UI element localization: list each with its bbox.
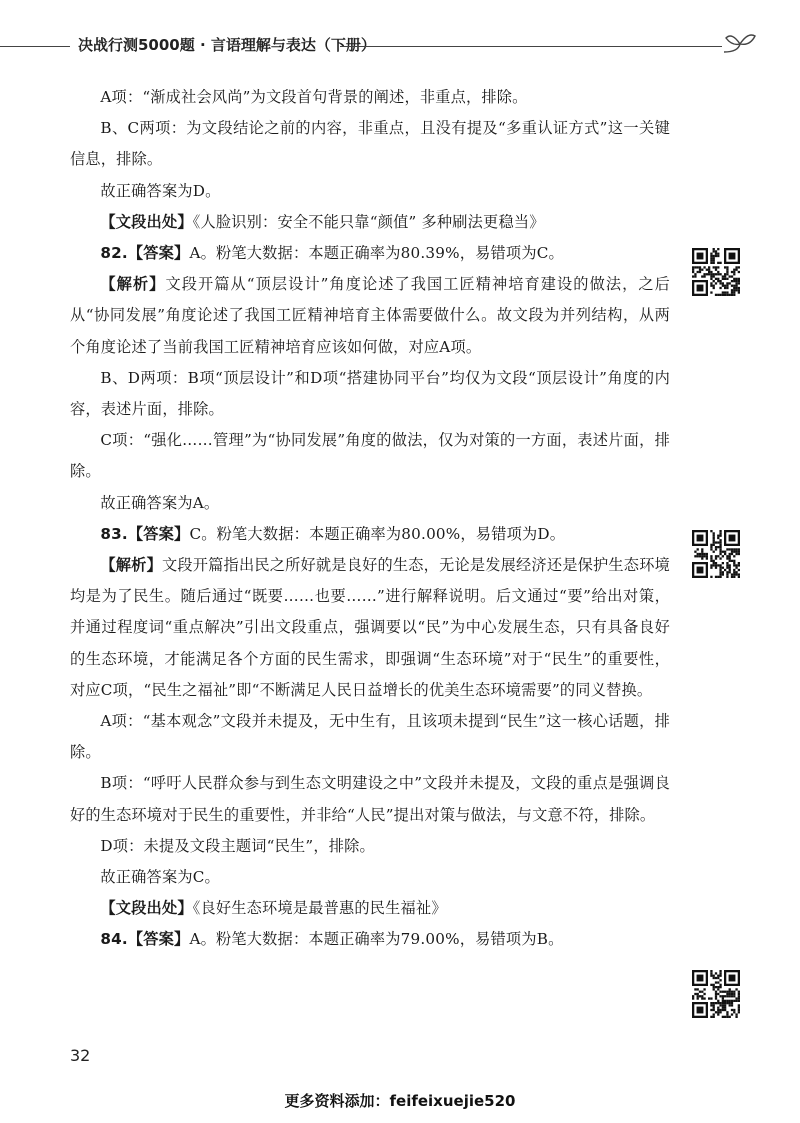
paragraph: 故正确答案为D。 xyxy=(100,181,221,200)
source-line: 【文段出处】《人脸识别：安全不能只靠“颜值” 多种刷法更稳当》 xyxy=(100,212,545,231)
answer-explanations xyxy=(70,82,670,956)
source-line: 【文段出处】《良好生态环境是最普惠的民生福祉》 xyxy=(100,899,447,918)
label: 【文段出处】 xyxy=(100,212,193,231)
analysis-paragraph: 【解析】文段开篇从“顶层设计”角度论述了我国工匠精神培育建设的做法，之后从“协同发展”角度论述了我国工匠精神培育主体需要做什么。故文段为并列结构，从两个角度论述了当前我国工匠精神培育应该如何做，对应A项。 xyxy=(70,275,670,356)
qr-code-icon[interactable] xyxy=(692,970,740,1018)
answer-line: 82.【答案】A。粉笔大数据：本题正确率为80.39%，易错项为C。 xyxy=(100,244,564,263)
label: 84.【答案】 xyxy=(100,930,190,949)
paragraph: A项：“渐成社会风尚”为文段首句背景的阐述，非重点，排除。 xyxy=(100,88,528,106)
label: 【文段出处】 xyxy=(100,899,193,918)
header-rule-left xyxy=(0,46,70,47)
book-title: 决战行测5000题 · 言语理解与表达（下册） xyxy=(78,36,376,54)
paragraph: A项：“基本观念”文段并未提及，无中生有，且该项未提到“民生”这一核心话题，排除。 xyxy=(70,712,670,762)
label: 82.【答案】 xyxy=(100,244,190,263)
page-number: 32 xyxy=(70,1046,91,1065)
paragraph: B项：“呼吁人民群众参与到生态文明建设之中”文段并未提及，文段的重点是强调良好的生态环境对于民生的重要性，并非给“人民”提出对策与做法，与文意不符，排除。 xyxy=(70,774,670,824)
paragraph: 故正确答案为A。 xyxy=(100,493,220,512)
header-rule-right xyxy=(340,46,722,47)
answer-line: 83.【答案】C。粉笔大数据：本题正确率为80.00%，易错项为D。 xyxy=(100,524,566,543)
running-header xyxy=(0,30,800,62)
paragraph: 故正确答案为C。 xyxy=(100,868,220,887)
paragraph: D项：未提及文段主题词“民生”，排除。 xyxy=(100,836,375,855)
qr-code-icon[interactable] xyxy=(692,248,740,296)
analysis-paragraph: 【解析】文段开篇指出民之所好就是良好的生态，无论是发展经济还是保护生态环境均是为了民生。随后通过“既要……也要……”进行解释说明。后文通过“要”给出对策，并通过程度词“重点解决”引出文段重点，强调要以“民”为中心发展生态，只有具备良好的生态环境，才能满足各个方面的民生需求，即强调“生态环境”对于“民生”的重要性，对应C项，“民生之福祉”即“不断满足人民日益增长的优美生态环境需要”的同义替换。 xyxy=(70,556,670,699)
paragraph: B、C两项：为文段结论之前的内容，非重点，且没有提及“多重认证方式”这一关键信息，排除。 xyxy=(70,119,670,169)
paragraph: B、D两项：B项“顶层设计”和D项“搭建协同平台”均仅为文段“顶层设计”角度的内容，表述片面，排除。 xyxy=(70,368,670,419)
qr-code-icon[interactable] xyxy=(692,530,740,578)
footer-note: 更多资料添加：feifeixuejie520 xyxy=(284,1092,516,1110)
label: 【解析】 xyxy=(100,275,166,294)
answer-line: 84.【答案】A。粉笔大数据：本题正确率为79.00%，易错项为B。 xyxy=(100,930,564,949)
label: 【解析】 xyxy=(100,556,162,575)
label: 83.【答案】 xyxy=(100,524,190,543)
sprout-icon xyxy=(722,30,758,60)
paragraph: C项：“强化……管理”为“协同发展”角度的做法，仅为对策的一方面，表述片面，排除。 xyxy=(70,431,670,481)
